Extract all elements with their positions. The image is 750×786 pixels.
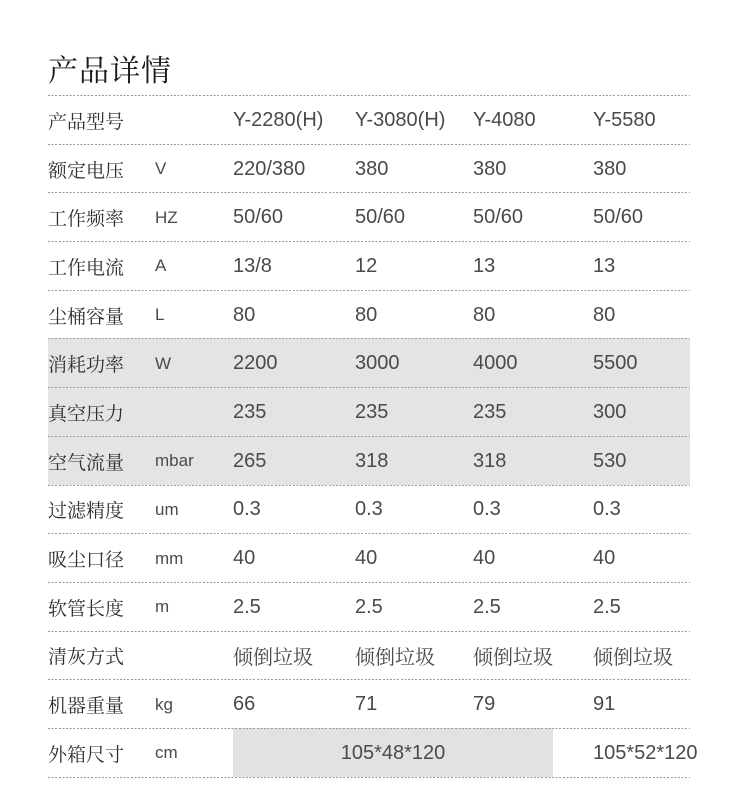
value-cell: 79 — [473, 693, 496, 716]
table-row — [48, 338, 690, 387]
value-cell: 13/8 — [233, 254, 272, 277]
row-label: 工作电流 — [48, 257, 125, 279]
value-cell: 倾倒垃圾 — [355, 647, 435, 670]
row-unit: kg — [155, 694, 173, 714]
value-cell: 80 — [355, 303, 378, 326]
value-cell: 300 — [593, 400, 627, 423]
value-cell: 13 — [473, 254, 496, 277]
table-row — [48, 290, 690, 339]
row-label: 空气流量 — [48, 452, 125, 474]
value-cell: 13 — [593, 254, 616, 277]
row-label: 吸尘口径 — [48, 550, 125, 572]
merged-value-cell: 105*48*120 — [233, 728, 553, 777]
value-cell: 2.5 — [233, 595, 261, 618]
value-cell: 0.3 — [593, 498, 621, 521]
value-cell: 40 — [355, 547, 378, 570]
table-row — [48, 436, 690, 485]
row-label: 消耗功率 — [48, 355, 125, 377]
value-cell: 80 — [473, 303, 496, 326]
spec-table-rows — [48, 95, 698, 777]
table-row — [48, 728, 698, 777]
value-cell: 40 — [473, 547, 496, 570]
row-unit: W — [155, 353, 172, 373]
row-unit: A — [155, 256, 167, 276]
value-cell: 71 — [355, 693, 378, 716]
row-label: 额定电压 — [48, 160, 125, 182]
value-cell: Y-4080 — [473, 108, 536, 131]
value-cell: Y-2280(H) — [233, 108, 324, 131]
value-cell: 50/60 — [473, 206, 524, 229]
table-row — [48, 387, 690, 436]
value-cell: 50/60 — [593, 206, 644, 229]
row-unit: mm — [155, 548, 184, 568]
value-cell: 2.5 — [473, 595, 501, 618]
value-cell: 380 — [355, 157, 389, 180]
row-label: 清灰方式 — [48, 647, 125, 669]
value-cell: 50/60 — [233, 206, 284, 229]
value-cell: 0.3 — [233, 498, 261, 521]
value-cell: 265 — [233, 449, 267, 472]
row-unit: m — [155, 597, 170, 617]
row-unit: L — [155, 305, 165, 325]
table-row — [48, 144, 690, 193]
value-cell: 91 — [593, 693, 616, 716]
row-label: 真空压力 — [48, 403, 125, 425]
value-cell: 220/380 — [233, 157, 306, 180]
value-cell: Y-3080(H) — [355, 108, 446, 131]
row-label: 软管长度 — [48, 598, 125, 620]
value-cell: 3000 — [355, 352, 400, 375]
page-title: 产品详情 — [48, 55, 172, 89]
value-cell: 2200 — [233, 352, 278, 375]
value-cell: 318 — [473, 449, 507, 472]
value-cell: 5500 — [593, 352, 638, 375]
spec-table — [48, 95, 698, 778]
value-cell: 倾倒垃圾 — [593, 647, 673, 670]
value-cell: 倾倒垃圾 — [233, 647, 313, 670]
row-unit: HZ — [155, 207, 178, 227]
value-cell: 0.3 — [473, 498, 501, 521]
value-cell: 380 — [473, 157, 507, 180]
row-label: 产品型号 — [48, 111, 125, 133]
row-label: 尘桶容量 — [48, 306, 125, 328]
value-cell: 235 — [355, 400, 389, 423]
row-label: 工作频率 — [48, 209, 125, 231]
value-cell: 40 — [593, 547, 616, 570]
row-unit: um — [155, 499, 179, 519]
value-cell: 80 — [233, 303, 256, 326]
value-cell: 235 — [233, 400, 267, 423]
table-row — [48, 631, 690, 680]
value-cell: 318 — [355, 449, 389, 472]
value-cell: 0.3 — [355, 498, 383, 521]
value-cell: 66 — [233, 693, 256, 716]
value-cell: 2.5 — [593, 595, 621, 618]
table-row — [48, 533, 690, 582]
row-unit: V — [155, 159, 167, 179]
table-row — [48, 95, 690, 144]
value-cell: 4000 — [473, 352, 518, 375]
value-cell: 50/60 — [355, 206, 406, 229]
value-cell: 2.5 — [355, 595, 383, 618]
table-row — [48, 192, 690, 241]
table-bottom-border — [48, 777, 690, 778]
value-cell: 80 — [593, 303, 616, 326]
row-unit: mbar — [155, 451, 194, 471]
table-row — [48, 582, 690, 631]
value-cell: Y-5580 — [593, 108, 656, 131]
row-label: 机器重量 — [48, 696, 125, 718]
value-cell: 105*52*120 — [593, 741, 698, 764]
value-cell: 12 — [355, 254, 378, 277]
table-row — [48, 679, 690, 728]
value-cell: 380 — [593, 157, 627, 180]
row-label: 外箱尺寸 — [48, 744, 125, 766]
row-unit: cm — [155, 743, 178, 763]
value-cell: 40 — [233, 547, 256, 570]
value-cell: 530 — [593, 449, 627, 472]
row-label: 过滤精度 — [48, 501, 125, 523]
table-row — [48, 485, 690, 534]
table-row — [48, 241, 690, 290]
value-cell: 倾倒垃圾 — [473, 647, 553, 670]
value-cell: 235 — [473, 400, 507, 423]
